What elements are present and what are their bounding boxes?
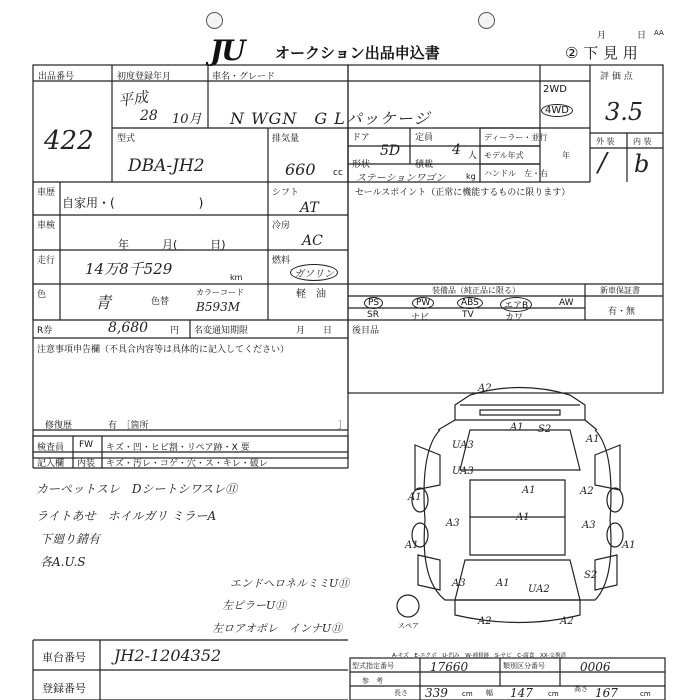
- ju-logo: JU: [210, 34, 244, 67]
- equipment-navi: ナビ: [411, 313, 430, 323]
- first-reg-label: 初度登録年月: [117, 72, 172, 82]
- damage-mark: A2: [478, 383, 492, 394]
- capacity-value: 4: [452, 142, 461, 158]
- ac-label: 冷房: [272, 221, 291, 231]
- dealer-label: ディーラー・並行: [484, 133, 548, 142]
- displacement-unit: cc: [333, 168, 343, 178]
- damage-mark: A3: [452, 578, 466, 589]
- page-title: オークション出品申込書: [275, 44, 440, 62]
- displacement-value: 660: [285, 160, 316, 179]
- repair-value: 有 ［箇所: [108, 421, 149, 431]
- width-label: 幅: [486, 689, 493, 697]
- first-reg-month: 10月: [172, 112, 202, 127]
- recycle-value: 8,680: [108, 320, 149, 336]
- name-change-md: 月 日: [296, 326, 333, 336]
- class-label: 類別区分番号: [503, 662, 545, 670]
- model-year-mark: 年: [562, 151, 570, 160]
- drive-2wd: 2WD: [543, 84, 567, 95]
- damage-mark: A2: [560, 616, 574, 627]
- damage-mark: A1: [510, 422, 524, 433]
- damage-mark: UA3: [452, 466, 474, 477]
- handwritten-note: エンドヘロネルミミU⑪: [230, 577, 350, 590]
- damage-mark: A2: [580, 486, 594, 497]
- entry-label: 記入欄: [37, 459, 65, 469]
- inspector-fw: FW: [79, 440, 94, 450]
- damage-mark: A1: [408, 492, 422, 503]
- doors-label: ドア: [352, 133, 370, 143]
- equipment-ps: PS: [364, 297, 383, 309]
- damage-mark: UA3: [452, 440, 474, 451]
- class-value: 0006: [580, 660, 611, 674]
- doors-value: 5D: [380, 143, 401, 159]
- width-value: 147: [510, 686, 533, 700]
- damage-legend: A-キズ E-エクボ U-凹み W-補修跡 S-サビ C-腐食 XX-交換済: [392, 653, 567, 659]
- displacement-label: 排気量: [272, 134, 300, 144]
- mileage-label: 走行: [37, 256, 56, 266]
- height-label: 高さ: [574, 685, 588, 693]
- color-code-label: カラーコード: [196, 288, 244, 297]
- score-value: 3.5: [605, 98, 644, 126]
- shift-value: AT: [300, 200, 319, 216]
- score-label: 評 価 点: [600, 72, 633, 82]
- repair-close: ］: [338, 421, 348, 431]
- reg-no-label: 登録番号: [42, 682, 86, 695]
- handwritten-note: 下廻り錆有: [40, 532, 101, 546]
- sales-point-label: セールスポイント（正常に機能するものに限ります）: [355, 188, 571, 198]
- type-value: DBA-JH2: [128, 156, 205, 176]
- capacity-label: 定員: [415, 133, 434, 143]
- caution-label: 注意事項申告欄（不具合内容等は具体的に記入してください）: [37, 345, 290, 355]
- inspection-ymd: 年 月( 日): [118, 238, 226, 251]
- type-label: 型式: [117, 134, 136, 144]
- equipment-sr: SR: [367, 310, 379, 320]
- model-year-label: モデル年式: [484, 151, 524, 160]
- drive-4wd: 4WD: [541, 104, 573, 117]
- equipment-aw: AW: [559, 298, 574, 308]
- lot-no-label: 出品番号: [38, 72, 75, 82]
- exterior-label: 外 装: [596, 137, 615, 146]
- lot-no-value: 422: [44, 126, 94, 156]
- fuel-value: ガソリン: [290, 264, 338, 281]
- inspector-label: 検査員: [37, 443, 65, 453]
- equipment-airbag: エアB: [500, 297, 532, 312]
- damage-mark: UA2: [528, 584, 550, 595]
- damage-mark: A1: [405, 540, 419, 551]
- equipment-label: 装備品（純正品に限る）: [432, 286, 520, 295]
- handwritten-note: 左ピラーU⑪: [222, 599, 287, 612]
- damage-mark: A3: [446, 518, 460, 529]
- damage-mark: A2: [478, 616, 492, 627]
- am-label: AA: [654, 29, 664, 37]
- damage-mark: A1: [622, 540, 636, 551]
- load-unit: kg: [466, 172, 476, 181]
- inspector-items: キズ・凹・ヒビ割・リペア跡・X 要: [106, 443, 250, 453]
- interior-label: 内 装: [633, 137, 652, 146]
- equipment-leather: カワ: [505, 313, 524, 323]
- damage-mark: S2: [584, 570, 598, 581]
- first-reg-year: 28: [140, 108, 158, 124]
- date-day: 日: [637, 31, 647, 41]
- fuel-label: 燃料: [272, 256, 291, 266]
- damage-mark: A1: [522, 485, 536, 496]
- exterior-value: /: [598, 148, 607, 178]
- damage-mark: S2: [538, 424, 552, 435]
- damage-mark: A3: [582, 520, 596, 531]
- model-value: N WGN G Lパッケージ: [230, 109, 431, 128]
- chassis-value: JH2-1204352: [114, 646, 222, 665]
- repair-label: 修復歴: [45, 421, 73, 431]
- handwritten-note: カーペットスレ Dシートシワスレ⑪: [36, 482, 238, 496]
- model-label: 車名・グレード: [212, 72, 276, 82]
- length-unit: cm: [462, 690, 473, 698]
- new-car-warranty-label: 新車保証書: [600, 286, 640, 295]
- mileage-unit: km: [230, 273, 243, 282]
- capacity-unit: 人: [468, 151, 478, 161]
- history-label: 車歴: [37, 188, 56, 198]
- inspection-label: 車検: [37, 221, 56, 231]
- date-month: 月: [597, 31, 607, 41]
- first-reg-era: 平成: [116, 87, 150, 110]
- copy-label: ② 下 見 用: [565, 44, 638, 62]
- handwritten-note: 左ロアオポレ インナU⑪: [212, 622, 343, 635]
- equipment-pw: PW: [412, 297, 434, 309]
- shape-label: 形状: [352, 160, 371, 170]
- entry-items: キズ・汚レ・コゲ・穴・ス・キレ・破レ: [106, 459, 268, 469]
- new-car-warranty-value: 有・無: [608, 307, 636, 317]
- color-value: 青: [95, 293, 112, 312]
- damage-mark: A1: [516, 512, 530, 523]
- damage-mark: A1: [496, 578, 510, 589]
- mileage-value: 14万8千529: [85, 260, 173, 278]
- damage-mark: A1: [586, 434, 600, 445]
- color-label: 色: [37, 290, 47, 300]
- handwritten-note: ライトあせ ホイルガリ ミラーA: [36, 509, 217, 523]
- recycle-unit: 円: [170, 326, 180, 336]
- color-code-value: B593M: [196, 300, 241, 314]
- recycle-label: R券: [37, 326, 53, 336]
- type-cert-label: 型式指定番号: [352, 662, 394, 670]
- equipment-abs: ABS: [457, 297, 483, 309]
- height-value: 167: [595, 686, 618, 700]
- ac-value: AC: [302, 233, 323, 249]
- handwritten-note: 各A.U.S: [40, 555, 86, 569]
- entry-interior: 内装: [77, 459, 96, 469]
- load-label: 積載: [415, 160, 434, 170]
- rear-seat-label: 後目品: [352, 326, 380, 336]
- length-label: 長さ: [394, 689, 408, 697]
- chassis-label: 車台番号: [42, 651, 86, 664]
- history-value: 自家用・( ): [62, 196, 204, 210]
- width-unit: cm: [548, 690, 559, 698]
- fuel-oil: 軽 油: [296, 289, 326, 300]
- type-cert-value: 17660: [430, 660, 469, 674]
- equipment-tv: TV: [462, 310, 474, 320]
- length-value: 339: [425, 686, 448, 700]
- name-change-label: 名変通知期限: [194, 326, 249, 336]
- color-change-label: 色替: [151, 297, 170, 307]
- shape-value: ステーションワゴン: [356, 173, 446, 184]
- ref-label: 参 考: [362, 677, 383, 685]
- handle-label: ハンドル 左・右: [484, 169, 548, 178]
- interior-value: b: [634, 150, 650, 178]
- shift-label: シフト: [272, 188, 300, 198]
- spare-label: スペア: [398, 622, 419, 630]
- height-unit: cm: [640, 690, 651, 698]
